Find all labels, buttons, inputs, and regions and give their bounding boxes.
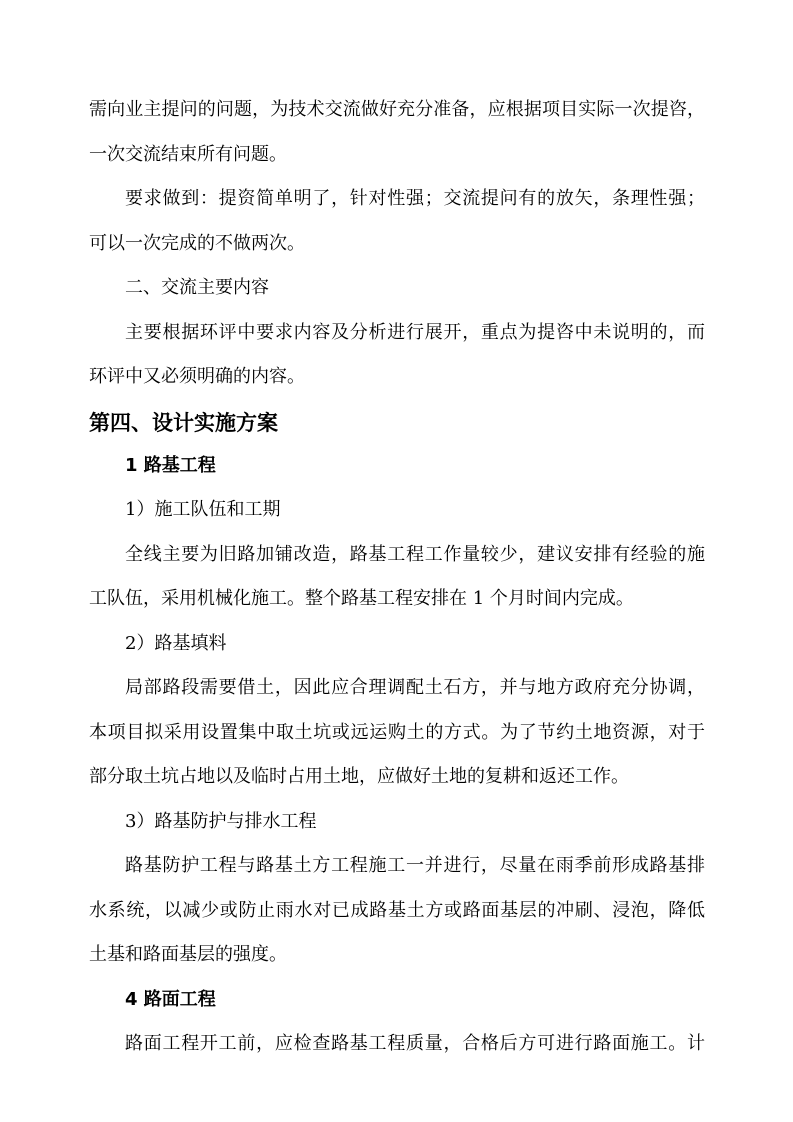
document-page — [89, 88, 705, 1067]
text-line: 路基防护工程与路基土方工程施工一并进行，尽量在雨季前形成路基排 — [125, 855, 705, 876]
text-line: 主要根据环评中要求内容及分析进行展开，重点为提咨中未说明的，而 — [125, 321, 705, 343]
subheading-exchange-content — [89, 266, 705, 311]
section-title: 第四、设计实施方案 — [89, 410, 278, 435]
subsection-title-roadbed: 1 路基工程 — [125, 454, 216, 476]
text-line: 二、交流主要内容 — [125, 277, 269, 298]
paragraph-questions — [89, 88, 705, 177]
text-line: 部分取土坑占地以及临时占用土地，应做好土地的复耕和返还工作。 — [89, 766, 629, 787]
text-line: 可以一次完成的不做两次。 — [89, 232, 305, 254]
text-line: 路面工程开工前，应检查路基工程质量，合格后方可进行路面施工。计 — [125, 1033, 705, 1054]
text-line: 水系统，以减少或防止雨水对已成路基土方或路面基层的冲刷、浸泡，降低 — [89, 899, 705, 921]
item-heading: 2）路基填料 — [125, 632, 227, 654]
item-body — [89, 666, 705, 800]
paragraph-pavement — [89, 1022, 705, 1067]
text-line: 要求做到：提资简单明了，针对性强；交流提问有的放矢，条理性强； — [125, 188, 705, 209]
text-line: 局部路段需要借土，因此应合理调配土石方，并与地方政府充分协调， — [125, 677, 705, 698]
subsection-title-pavement: 4 路面工程 — [125, 988, 216, 1010]
text-line: 需向业主提问的问题，为技术交流做好充分准备，应根据项目实际一次提咨， — [89, 99, 705, 120]
item-heading: 3）路基防护与排水工程 — [125, 810, 317, 832]
item-body — [89, 844, 705, 978]
text-line: 土基和路面基层的强度。 — [89, 944, 287, 965]
text-line: 工队伍，采用机械化施工。整个路基工程安排在 1 个月时间内完成。 — [89, 588, 634, 609]
text-line: 全线主要为旧路加铺改造，路基工程工作量较少，建议安排有经验的施 — [125, 543, 705, 565]
paragraph-main-content — [89, 311, 705, 400]
text-line: 一次交流结束所有问题。 — [89, 143, 287, 165]
paragraph-requirements — [89, 177, 705, 266]
text-line: 本项目拟采用设置集中取土坑或远运购土的方式。为了节约土地资源，对于 — [89, 721, 705, 743]
item-heading: 1）施工队伍和工期 — [125, 499, 281, 520]
item-body — [89, 533, 705, 622]
text-line: 环评中又必须明确的内容。 — [89, 366, 305, 387]
